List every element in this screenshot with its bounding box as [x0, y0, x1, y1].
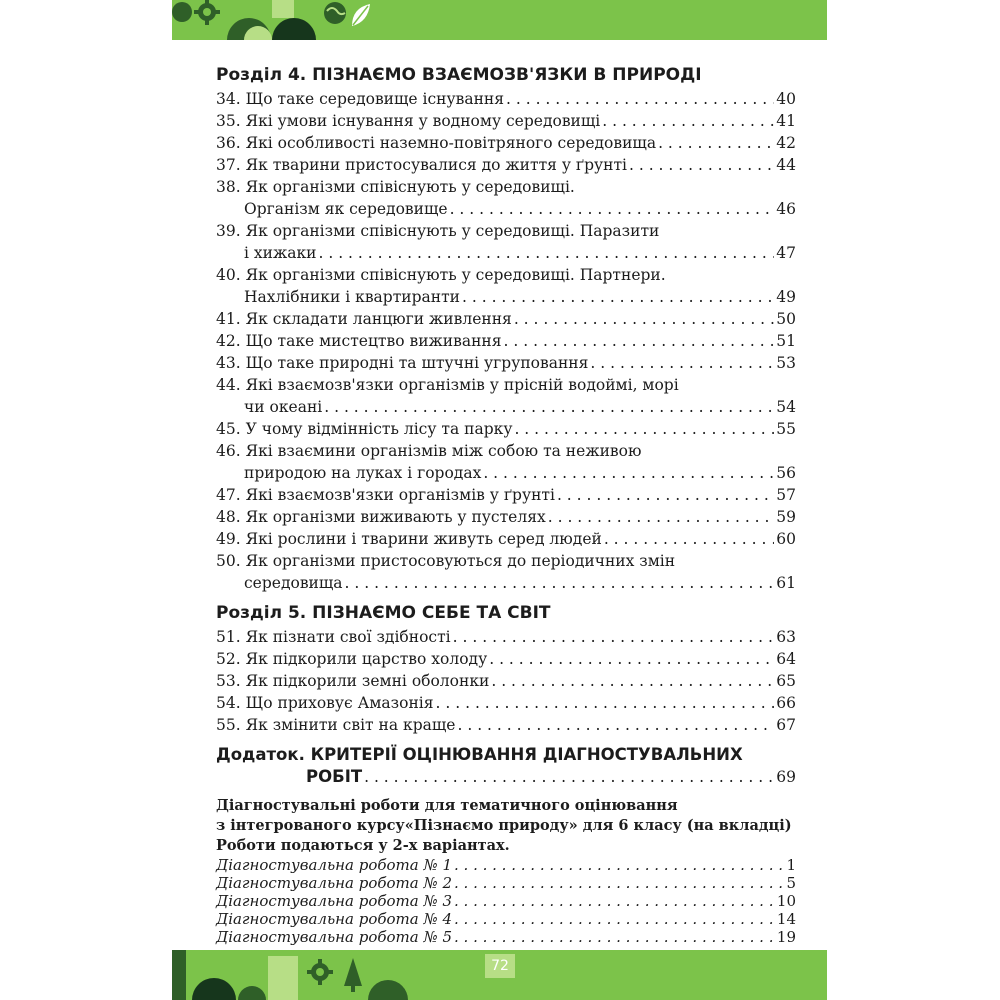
toc-entry-title: 41. Як складати ланцюги живлення [216, 310, 512, 328]
diagnostics-block [216, 796, 796, 946]
diagnostic-entry-title: Діагностувальна робота № 4 [216, 910, 452, 928]
appendix-title-line2 [216, 766, 796, 788]
diagnostics-intro-line1: Діагностувальні роботи для тематичного оцінювання [216, 797, 678, 814]
leader-dots [453, 626, 775, 648]
leader-dots [454, 856, 784, 874]
diagnostics-list [216, 856, 796, 946]
toc-entry-title: чи океані [244, 398, 323, 416]
toc-entry-line: 38. Як організми співіснують у середовищі. [216, 178, 575, 196]
toc-entry [216, 506, 796, 528]
toc-entry-page: 64 [776, 650, 796, 668]
toc-entry-title: 37. Як тварини пристосувалися до життя у ґрунті [216, 156, 627, 174]
section-5-title: Розділ 5. ПІЗНАЄМО СЕБЕ ТА СВІТ [216, 603, 551, 623]
toc-entry-title: 36. Які особливості наземно-повітряного середовища [216, 134, 657, 152]
leader-dots [514, 418, 774, 440]
toc-entry-title: 47. Які взаємозв'язки організмів у ґрунті [216, 486, 555, 504]
toc-entry-title: 48. Як організми виживають у пустелях [216, 508, 546, 526]
toc-entry-line: 39. Як організми співіснують у середовищі. Паразити [216, 222, 660, 240]
top-ornament-icon [172, 0, 827, 40]
table-of-contents [216, 62, 796, 946]
toc-entry-title: 34. Що таке середовище існування [216, 90, 505, 108]
toc-entry-page: 46 [776, 200, 796, 218]
appendix-title-line1: Додаток. КРИТЕРІЇ ОЦІНЮВАННЯ ДІАГНОСТУВАЛЬНИХ [216, 745, 743, 764]
appendix-title-line2-text: РОБІТ [306, 767, 363, 786]
toc-entry-title: природою на луках і городах [244, 464, 482, 482]
toc-entry-page: 53 [776, 354, 796, 372]
toc-entry-title: і хижаки [244, 244, 317, 262]
toc-entry [216, 110, 796, 132]
toc-entry [216, 648, 796, 670]
diagnostic-entry-page: 14 [776, 910, 796, 928]
diagnostic-entry-title: Діагностувальна робота № 2 [216, 874, 452, 892]
diagnostic-entry-page: 5 [786, 874, 796, 892]
section-5-list [216, 626, 796, 736]
leader-dots [457, 714, 774, 736]
leader-dots [436, 692, 775, 714]
diagnostic-entry-page: 1 [786, 856, 796, 874]
toc-entry [216, 462, 796, 484]
book-page [172, 0, 827, 1000]
toc-entry-page: 47 [776, 244, 796, 262]
leader-dots [318, 242, 774, 264]
toc-entry [216, 242, 796, 264]
diagnostics-intro-line2: з інтегрованого курсу«Пізнаємо природу» для 6 класу (на вкладці) [216, 817, 792, 834]
toc-entry-title: 55. Як змінити світ на краще [216, 716, 456, 734]
leader-dots [506, 88, 774, 110]
diagnostic-entry [216, 910, 796, 928]
toc-entry-title: Організм як середовище [244, 200, 448, 218]
leader-dots [604, 528, 774, 550]
toc-entry-page: 54 [776, 398, 796, 416]
toc-entry [216, 714, 796, 736]
toc-entry [216, 154, 796, 176]
toc-entry-title: 51. Як пізнати свої здібності [216, 628, 451, 646]
toc-entry [216, 352, 796, 374]
toc-entry [216, 88, 796, 110]
toc-entry-line: 50. Як організми пристосовуються до періодичних змін [216, 552, 676, 570]
toc-entry [216, 198, 796, 220]
appendix-entry [216, 744, 796, 788]
leader-dots [454, 892, 775, 910]
toc-entry-title: 49. Які рослини і тварини живуть серед людей [216, 530, 602, 548]
section-4-title: Розділ 4. ПІЗНАЄМО ВЗАЄМОЗВ'ЯЗКИ В ПРИРОДІ [216, 65, 702, 85]
toc-entry [216, 572, 796, 594]
diagnostic-entry [216, 928, 796, 946]
leader-dots [364, 766, 774, 788]
leader-dots [629, 154, 774, 176]
leader-dots [454, 928, 775, 946]
leader-dots [483, 462, 774, 484]
toc-entry-line: 44. Які взаємозв'язки організмів у прісній водоймі, морі [216, 376, 679, 394]
toc-entry-title: 43. Що таке природні та штучні угруповання [216, 354, 589, 372]
leader-dots [345, 572, 775, 594]
toc-entry-page: 42 [776, 134, 796, 152]
leader-dots [602, 110, 774, 132]
toc-entry-page: 59 [776, 508, 796, 526]
leader-dots [454, 874, 784, 892]
leader-dots [324, 396, 774, 418]
toc-entry-page: 60 [776, 530, 796, 548]
toc-entry [216, 396, 796, 418]
toc-entry-page: 40 [776, 90, 796, 108]
diagnostic-entry-title: Діагностувальна робота № 5 [216, 928, 452, 946]
toc-entry [216, 330, 796, 352]
toc-entry-page: 65 [776, 672, 796, 690]
leader-dots [590, 352, 774, 374]
leader-dots [489, 648, 774, 670]
appendix-page: 69 [776, 768, 796, 786]
toc-entry-page: 56 [776, 464, 796, 482]
toc-entry-title: середовища [244, 574, 343, 592]
toc-entry [216, 418, 796, 440]
toc-entry-page: 50 [776, 310, 796, 328]
toc-entry [216, 670, 796, 692]
toc-entry-page: 51 [776, 332, 796, 350]
diagnostic-entry [216, 856, 796, 874]
toc-entry-title: 53. Як підкорили земні оболонки [216, 672, 490, 690]
diagnostic-entry [216, 874, 796, 892]
toc-entry [216, 132, 796, 154]
page-number: 72 [485, 954, 515, 978]
toc-entry-title: Нахлібники і квартиранти [244, 288, 461, 306]
toc-entry-title: 52. Як підкорили царство холоду [216, 650, 488, 668]
diagnostic-entry-title: Діагностувальна робота № 3 [216, 892, 452, 910]
toc-entry-page: 44 [776, 156, 796, 174]
toc-entry-page: 66 [776, 694, 796, 712]
toc-entry [216, 692, 796, 714]
section-4-list [216, 88, 796, 594]
toc-entry-title: 45. У чому відмінність лісу та парку [216, 420, 513, 438]
toc-entry [216, 286, 796, 308]
leader-dots [557, 484, 774, 506]
diagnostic-entry-title: Діагностувальна робота № 1 [216, 856, 452, 874]
toc-entry [216, 484, 796, 506]
toc-entry-page: 67 [776, 716, 796, 734]
toc-entry-page: 57 [776, 486, 796, 504]
toc-entry-page: 49 [776, 288, 796, 306]
leader-dots [454, 910, 775, 928]
leader-dots [658, 132, 774, 154]
toc-entry-line: 40. Як організми співіснують у середовищі. Партнери. [216, 266, 666, 284]
diagnostic-entry-page: 10 [776, 892, 796, 910]
leader-dots [491, 670, 774, 692]
leader-dots [462, 286, 774, 308]
toc-entry-line: 46. Які взаємини організмів між собою та неживою [216, 442, 642, 460]
leader-dots [450, 198, 775, 220]
toc-entry-page: 61 [776, 574, 796, 592]
toc-entry [216, 626, 796, 648]
diagnostics-intro-line3: Роботи подаються у 2-х варіантах. [216, 837, 510, 854]
toc-entry [216, 528, 796, 550]
leader-dots [504, 330, 775, 352]
toc-entry-title: 54. Що приховує Амазонія [216, 694, 434, 712]
leader-dots [548, 506, 775, 528]
diagnostic-entry [216, 892, 796, 910]
toc-entry-page: 41 [776, 112, 796, 130]
toc-entry-page: 55 [776, 420, 796, 438]
leader-dots [514, 308, 774, 330]
diagnostic-entry-page: 19 [776, 928, 796, 946]
toc-entry-title: 42. Що таке мистецтво виживання [216, 332, 502, 350]
toc-entry-title: 35. Які умови існування у водному середовищі [216, 112, 601, 130]
toc-entry-page: 63 [776, 628, 796, 646]
toc-entry [216, 308, 796, 330]
top-decorative-band [172, 0, 827, 40]
